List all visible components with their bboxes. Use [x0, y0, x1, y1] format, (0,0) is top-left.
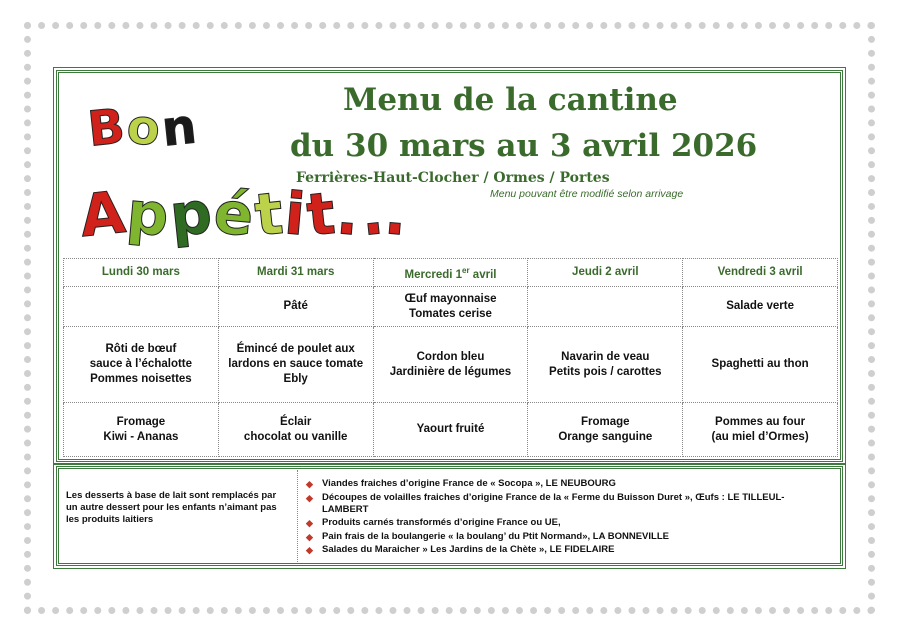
word-art-letter: .	[357, 178, 389, 250]
day-header	[683, 259, 838, 287]
bullet-icon: ◆	[306, 531, 313, 542]
day-header-row	[64, 259, 838, 287]
menu-cell	[373, 327, 528, 403]
word-art-letter: p	[124, 178, 174, 250]
menu-cell	[528, 327, 683, 403]
dish-line: Fromage	[581, 415, 630, 428]
menu-cell	[683, 327, 838, 403]
bullet-icon: ◆	[306, 545, 313, 555]
day-header	[528, 259, 683, 287]
date-range: du 30 mars au 3 avril 2026	[290, 128, 758, 164]
source-text: Salades du Maraicher » Les Jardins de la Chète », LE FIDELAIRE	[322, 544, 615, 555]
menu-row	[64, 327, 838, 403]
dish-line: Éclair	[280, 415, 312, 428]
menu-table	[63, 258, 838, 457]
word-art-letter: t	[251, 178, 289, 250]
dish-line: Yaourt fruité	[416, 423, 485, 435]
menu-cell	[373, 287, 528, 327]
word-art-letter: é	[211, 178, 259, 250]
word-art-letter: A	[76, 177, 131, 251]
dish-line: Œuf mayonnaise	[404, 292, 497, 305]
source-item	[306, 531, 826, 543]
word-art-letter: p	[166, 177, 218, 251]
source-item	[306, 517, 826, 529]
dish-line: Petits pois / carottes	[549, 365, 662, 378]
word-art-letter: i	[282, 179, 310, 249]
dish-line: Tomates cerise	[409, 307, 492, 320]
word-art-letter: B	[85, 98, 130, 158]
menu-cell	[683, 403, 838, 457]
dish-line: (au miel d’Ormes)	[711, 430, 809, 443]
bullet-icon: ◆	[306, 518, 313, 528]
menu-cell	[64, 327, 219, 403]
source-item	[306, 478, 826, 490]
dish-line: Kiwi - Ananas	[103, 430, 179, 443]
dish-line: Salade verte	[726, 300, 794, 312]
bon-word-art	[85, 98, 201, 158]
source-text: Produits carnés transformés d’origine France ou UE,	[322, 517, 561, 528]
source-text: Pain frais de la boulangerie « la boulang’ du Ptit Normand», LA BONNEVILLE	[322, 530, 669, 542]
menu-cell	[64, 403, 219, 457]
day-label: Jeudi 2 avril	[572, 266, 639, 278]
dish-line: Émincé de poulet aux	[236, 343, 355, 355]
bullet-icon: ◆	[306, 479, 313, 489]
menu-row	[64, 287, 838, 327]
menu-cell	[373, 403, 528, 457]
dish-line: Orange sanguine	[558, 430, 653, 443]
divider	[297, 470, 298, 562]
source-text: Viandes fraiches d’origine France de « Socopa », LE NEUBOURG	[322, 478, 616, 489]
source-item	[306, 544, 826, 556]
dish-line: Ebly	[283, 373, 308, 385]
dish-line: Rôti de bœuf	[105, 343, 177, 355]
menu-note: Menu pouvant être modifié selon arrivage	[490, 188, 684, 200]
menu-cell	[218, 327, 373, 403]
menu-cell	[528, 287, 683, 327]
appetit-word-art	[76, 177, 412, 251]
day-label: Lundi 30 mars	[101, 266, 180, 278]
day-label-suffix: avril	[469, 268, 497, 281]
dish-line: Spaghetti au thon	[711, 358, 809, 370]
dish-line: Fromage	[116, 415, 166, 428]
menu-cell	[64, 287, 219, 327]
dish-line: chocolat ou vanille	[243, 430, 348, 443]
dish-line: Cordon bleu	[416, 350, 485, 363]
dish-line: Pommes au four	[715, 415, 806, 428]
menu-cell	[218, 287, 373, 327]
day-header	[373, 259, 528, 287]
bullet-icon: ◆	[306, 492, 313, 503]
source-text: Découpes de volailles fraiches d’origine France de la « Ferme du Buisson Duret », Œufs : LE TILLEUL-LAMBERT	[322, 491, 785, 515]
day-label: Mardi 31 mars	[257, 266, 335, 278]
dish-line: Pâté	[283, 300, 308, 312]
dish-line: lardons en sauce tomate	[228, 358, 364, 370]
menu-cell	[528, 403, 683, 457]
word-art-letter: .	[333, 179, 364, 249]
day-header	[218, 259, 373, 287]
day-header	[64, 259, 219, 287]
page-title: Menu de la cantine	[343, 82, 678, 118]
day-label: Mercredi 1	[404, 268, 463, 281]
sources-list	[306, 478, 826, 558]
dish-line: Pommes noisettes	[90, 373, 192, 385]
menu-cell	[218, 403, 373, 457]
dessert-note: Les desserts à base de lait sont remplacés par un autre dessert pour les enfants n’aimant pas les produits laitiers	[66, 490, 277, 525]
dish-line: sauce à l’échalotte	[89, 358, 193, 370]
dish-line: Jardinière de légumes	[389, 365, 512, 378]
word-art-letter: o	[124, 98, 164, 158]
word-art-letter: t	[303, 178, 341, 250]
source-item	[306, 492, 826, 516]
menu-cell	[683, 287, 838, 327]
dish-line: Navarin de veau	[561, 350, 650, 363]
day-label-sup: er	[462, 265, 470, 275]
word-art-letter: .	[381, 179, 412, 249]
day-label: Vendredi 3 avril	[717, 266, 803, 278]
locations: Ferrières-Haut-Clocher / Ormes / Portes	[296, 170, 610, 186]
word-art-letter: n	[158, 98, 201, 158]
menu-row	[64, 403, 838, 457]
